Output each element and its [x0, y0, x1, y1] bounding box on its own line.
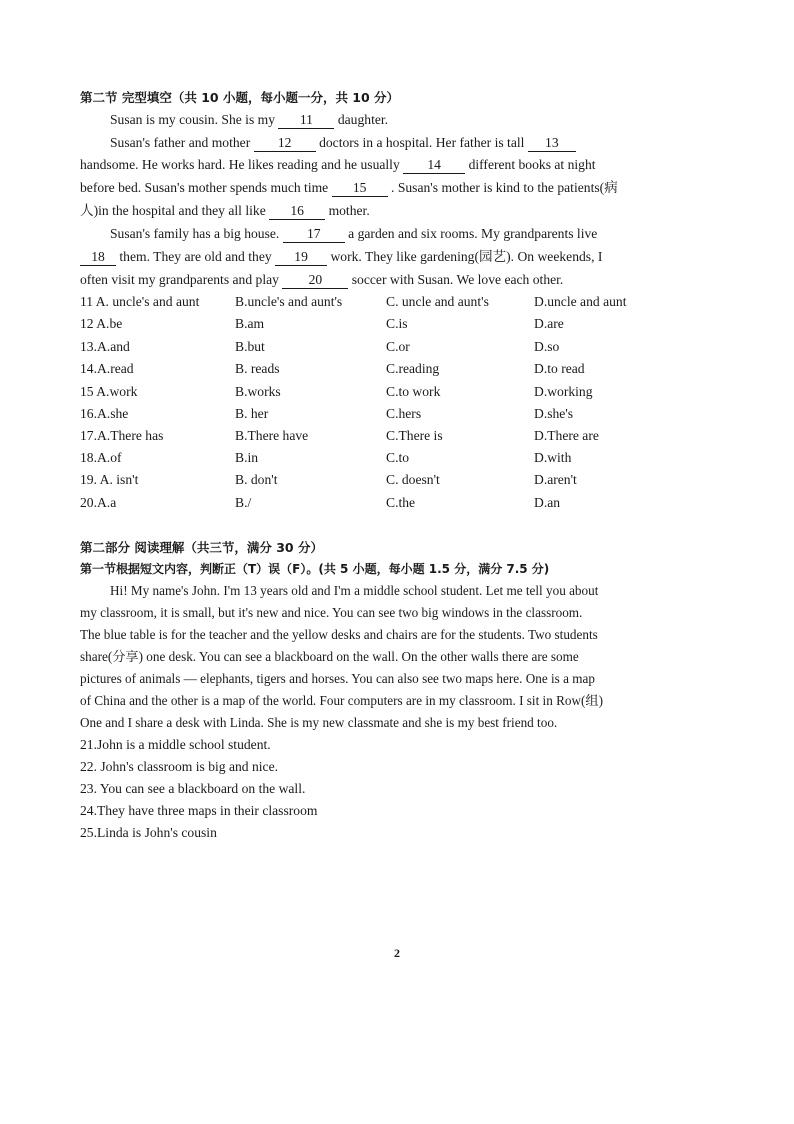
cloze-text: Susan's father and mother	[110, 135, 251, 150]
option-d: D.with	[534, 450, 572, 465]
statement-23: 23. You can see a blackboard on the wall.	[80, 781, 306, 796]
passage-line: Hi! My name's John. I'm 13 years old and I'm a middle school student. Let me tell you about	[110, 583, 599, 598]
option-c: C.There is	[386, 428, 443, 443]
option-a: 17.A.There has	[80, 428, 164, 443]
option-a: 12 A.be	[80, 316, 123, 331]
option-b: B.There have	[235, 428, 309, 443]
blank-16: 16	[269, 203, 325, 220]
option-a: 13.A.and	[80, 339, 130, 354]
passage-line: pictures of animals — elephants, tigers and horses. You can also see two maps here. One is a map	[80, 671, 595, 686]
option-b: B.in	[235, 450, 259, 465]
statement-22: 22. John's classroom is big and nice.	[80, 759, 279, 774]
cloze-paragraph-1	[110, 110, 706, 130]
option-d: D.so	[534, 339, 560, 354]
section-heading-cloze: 第二节 完型填空（共 10 小题，每小题一分，共 10 分）	[80, 90, 400, 105]
cloze-text: mother.	[328, 203, 370, 218]
option-d: D.an	[534, 495, 561, 510]
passage-line: The blue table is for the teacher and the yellow desks and chairs are for the students. Two students	[80, 627, 598, 642]
blank-11: 11	[278, 112, 334, 129]
subsection-heading: 第一节根据短文内容，判断正（T）误（F）。(共 5 小题，每小题 1.5 分，满分 7.5 分)	[80, 562, 550, 576]
cloze-text: Susan is my cousin. She is my	[110, 112, 276, 127]
option-c: C.to work	[386, 384, 441, 399]
option-c: C.to	[386, 450, 410, 465]
cloze-text: often visit my grandparents and play	[80, 272, 279, 287]
blank-12: 12	[254, 135, 316, 152]
passage-line: my classroom, it is small, but it's new and nice. You can see two big windows in the classroom.	[80, 605, 583, 620]
option-c: C.is	[386, 316, 408, 331]
page-number: 2	[394, 946, 400, 960]
blank-18: 18	[80, 249, 116, 266]
part-heading-reading: 第二部分 阅读理解（共三节，满分 30 分）	[80, 540, 323, 555]
blank-14: 14	[403, 157, 465, 174]
option-d: D.aren't	[534, 472, 577, 487]
cloze-text: doctors in a hospital. Her father is tall	[319, 135, 525, 150]
cloze-text: soccer with Susan. We love each other.	[351, 272, 564, 287]
option-a: 15 A.work	[80, 384, 138, 399]
option-b: B.uncle's and aunt's	[235, 294, 343, 309]
statement-24: 24.They have three maps in their classroom	[80, 803, 318, 818]
cloze-paragraph-2-line-3	[80, 178, 676, 198]
passage-line: One and I share a desk with Linda. She is my new classmate and she is my best friend too.	[80, 715, 558, 730]
option-c: C. uncle and aunt's	[386, 294, 489, 309]
option-b: B. don't	[235, 472, 278, 487]
option-d: D.There are	[534, 428, 599, 443]
option-b: B.am	[235, 316, 265, 331]
option-d: D.uncle and aunt	[534, 294, 627, 309]
statement-25: 25.Linda is John's cousin	[80, 825, 217, 840]
cloze-text: different books at night	[468, 157, 596, 172]
option-d: D.working	[534, 384, 593, 399]
cloze-paragraph-2-line-4	[80, 201, 676, 221]
cloze-text: before bed. Susan's mother spends much time	[80, 180, 329, 195]
option-d: D.she's	[534, 406, 574, 421]
option-c: C. doesn't	[386, 472, 440, 487]
cloze-text: them. They are old and they	[119, 249, 272, 264]
option-c: C.hers	[386, 406, 422, 421]
option-c: C.or	[386, 339, 410, 354]
cloze-paragraph-3-line-3	[80, 270, 676, 290]
option-c: C.reading	[386, 361, 440, 376]
blank-20: 20	[282, 272, 348, 289]
cloze-paragraph-2-line-1	[110, 133, 676, 153]
blank-15: 15	[332, 180, 388, 197]
option-b: B. reads	[235, 361, 280, 376]
cloze-text: handsome. He works hard. He likes reading and he usually	[80, 157, 400, 172]
cloze-text: daughter.	[337, 112, 389, 127]
blank-13: 13	[528, 135, 576, 152]
option-a: 14.A.read	[80, 361, 134, 376]
cloze-text: Susan's family has a big house.	[110, 226, 280, 241]
passage-line: of China and the other is a map of the world. Four computers are in my classroom. I sit in Row(组)	[80, 693, 603, 708]
option-b: B.works	[235, 384, 281, 399]
cloze-text: . Susan's mother is kind to the patients(病	[391, 180, 618, 195]
statement-21: 21.John is a middle school student.	[80, 737, 271, 752]
cloze-paragraph-3-line-2	[80, 247, 676, 267]
option-b: B./	[235, 495, 252, 510]
option-a: 20.A.a	[80, 495, 117, 510]
option-b: B.but	[235, 339, 265, 354]
cloze-text: 人)in the hospital and they all like	[80, 203, 266, 218]
option-d: D.to read	[534, 361, 585, 376]
option-a: 19. A. isn't	[80, 472, 139, 487]
option-b: B. her	[235, 406, 269, 421]
cloze-paragraph-3-line-1	[110, 224, 676, 244]
cloze-text: work. They like gardening(园艺). On weekends, I	[330, 249, 603, 264]
cloze-text: a garden and six rooms. My grandparents live	[348, 226, 598, 241]
blank-17: 17	[283, 226, 345, 243]
option-a: 18.A.of	[80, 450, 122, 465]
cloze-paragraph-2-line-2	[80, 155, 676, 175]
option-d: D.are	[534, 316, 564, 331]
option-c: C.the	[386, 495, 416, 510]
option-a: 16.A.she	[80, 406, 129, 421]
option-a: 11 A. uncle's and aunt	[80, 294, 200, 309]
blank-19: 19	[275, 249, 327, 266]
passage-line: share(分享) one desk. You can see a blackboard on the wall. On the other walls there are some	[80, 649, 579, 664]
